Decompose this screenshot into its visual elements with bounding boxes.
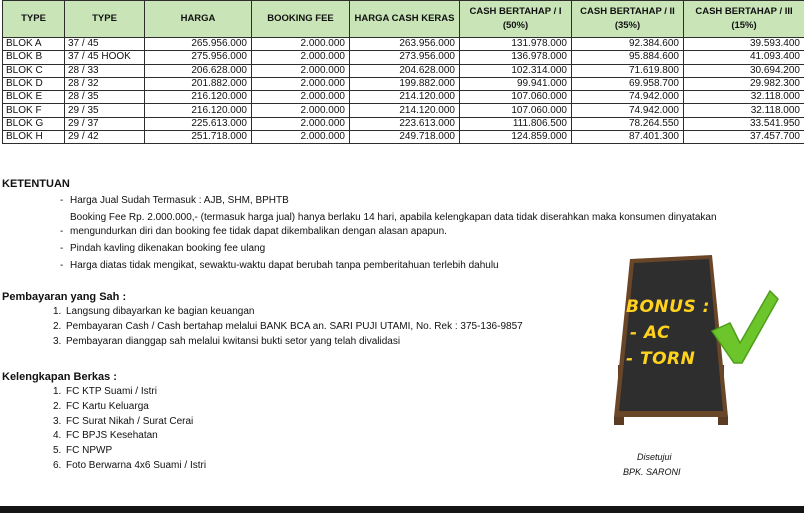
table-body <box>3 38 804 144</box>
header-cash-bertahap-1: CASH BERTAHAP / I (50%) <box>460 1 572 38</box>
ketentuan-title: KETENTUAN <box>2 178 70 190</box>
pembayaran-title: Pembayaran yang Sah : <box>2 291 127 303</box>
list-item: 2. Pembayaran Cash / Cash bertahap melalui BANK BCA an. SARI PUJI UTAMI, No. Rek : 375-136-9857 <box>53 320 523 332</box>
cell-harga-cash-keras: 223.613.000 <box>350 117 460 130</box>
cell-cash-bertahap-1: 102.314.000 <box>460 64 572 77</box>
cell-type-size: 28 / 32 <box>65 77 145 90</box>
cell-booking-fee: 2.000.000 <box>252 104 350 117</box>
cell-harga: 201.882.000 <box>145 77 252 90</box>
list-item: 1. Langsung dibayarkan ke bagian keuangan <box>53 306 255 317</box>
cell-cash-bertahap-1: 107.060.000 <box>460 91 572 104</box>
table-row <box>3 131 804 144</box>
cell-booking-fee: 2.000.000 <box>252 117 350 130</box>
cell-harga: 206.628.000 <box>145 64 252 77</box>
list-item: 2. FC Kartu Keluarga <box>53 400 149 412</box>
approver-name: BPK. SARONI <box>623 467 681 477</box>
cell-type-size: 28 / 35 <box>65 91 145 104</box>
list-item: 5. FC NPWP <box>53 445 113 457</box>
cell-cash-bertahap-2: 95.884.600 <box>572 51 684 64</box>
cell-cash-bertahap-1: 107.060.000 <box>460 104 572 117</box>
cell-cash-bertahap-1: 111.806.500 <box>460 117 572 130</box>
price-table <box>2 0 804 144</box>
cell-cash-bertahap-2: 87.401.300 <box>572 131 684 144</box>
header-harga-cash-keras: HARGA CASH KERAS <box>350 1 460 38</box>
cell-cash-bertahap-1: 124.859.000 <box>460 131 572 144</box>
cell-harga-cash-keras: 263.956.000 <box>350 38 460 51</box>
header-cash-bertahap-2: CASH BERTAHAP / II (35%) <box>572 1 684 38</box>
cell-cash-bertahap-1: 131.978.000 <box>460 38 572 51</box>
cell-harga: 216.120.000 <box>145 104 252 117</box>
table-header-row <box>3 1 804 38</box>
pembayaran-list <box>53 306 598 350</box>
cell-harga: 275.956.000 <box>145 51 252 64</box>
header-cash-bertahap-3: CASH BERTAHAP / III (15%) <box>684 1 804 38</box>
list-item: 6. Foto Berwarna 4x6 Suami / Istri <box>53 459 207 471</box>
cell-type-size: 29 / 35 <box>65 104 145 117</box>
cell-cash-bertahap-2: 92.384.600 <box>572 38 684 51</box>
cell-type-size: 37 / 45 HOOK <box>65 51 145 64</box>
cell-type: BLOK F <box>3 104 65 117</box>
cell-cash-bertahap-2: 74.942.000 <box>572 91 684 104</box>
table-row <box>3 91 804 104</box>
table-row <box>3 104 804 117</box>
table-row <box>3 38 804 51</box>
cell-cash-bertahap-2: 71.619.800 <box>572 64 684 77</box>
cell-cash-bertahap-3: 37.457.700 <box>684 131 804 144</box>
table-row <box>3 117 804 130</box>
bonus-item-torn: - TORN <box>626 349 696 369</box>
cell-cash-bertahap-3: 39.593.400 <box>684 38 804 51</box>
cell-type: BLOK C <box>3 64 65 77</box>
cell-harga-cash-keras: 249.718.000 <box>350 131 460 144</box>
cell-type-size: 37 / 45 <box>65 38 145 51</box>
cell-harga-cash-keras: 214.120.000 <box>350 91 460 104</box>
berkas-list <box>53 386 453 475</box>
list-item: - Harga diatas tidak mengikat, sewaktu-waktu dapat berubah tanpa pemberitahuan terlebih dahulu <box>60 260 499 271</box>
list-item: 3. FC Surat Nikah / Surat Cerai <box>53 415 194 427</box>
cell-cash-bertahap-1: 136.978.000 <box>460 51 572 64</box>
cell-harga: 251.718.000 <box>145 131 252 144</box>
cell-harga: 225.613.000 <box>145 117 252 130</box>
cell-cash-bertahap-3: 29.982.300 <box>684 77 804 90</box>
list-item: 4. FC BPJS Kesehatan <box>53 430 158 442</box>
list-item: 3. Pembayaran dianggap sah melalui kwitansi bukti setor yang telah divalidasi <box>53 335 401 347</box>
cell-cash-bertahap-3: 33.541.950 <box>684 117 804 130</box>
cell-harga-cash-keras: 204.628.000 <box>350 64 460 77</box>
header-harga: HARGA <box>145 1 252 38</box>
cell-harga: 265.956.000 <box>145 38 252 51</box>
cell-cash-bertahap-2: 69.958.700 <box>572 77 684 90</box>
header-type: TYPE <box>3 1 65 38</box>
cell-cash-bertahap-1: 99.941.000 <box>460 77 572 90</box>
cell-booking-fee: 2.000.000 <box>252 38 350 51</box>
checkmark-icon <box>708 287 780 367</box>
table-row <box>3 64 804 77</box>
cell-cash-bertahap-3: 30.694.200 <box>684 64 804 77</box>
bonus-item-ac: - AC <box>630 323 671 343</box>
cell-harga: 216.120.000 <box>145 91 252 104</box>
table-row <box>3 51 804 64</box>
cell-type-size: 29 / 42 <box>65 131 145 144</box>
cell-type: BLOK E <box>3 91 65 104</box>
bottom-border <box>0 506 804 513</box>
cell-booking-fee: 2.000.000 <box>252 51 350 64</box>
cell-cash-bertahap-2: 78.264.550 <box>572 117 684 130</box>
header-type-size: TYPE <box>65 1 145 38</box>
list-item: 1. FC KTP Suami / Istri <box>53 386 157 397</box>
list-item: - Booking Fee Rp. 2.000.000,- (termasuk harga jual) hanya berlaku 14 hari, apabila kelengkapan data tidak diserahkan maka konsumen dinyatakan mengundurkan diri dan booking fee tidak dapat dikembalikan dengan alasan apapun. <box>60 212 717 237</box>
list-item: - Harga Jual Sudah Termasuk : AJB, SHM, BPHTB <box>60 195 289 206</box>
cell-harga-cash-keras: 199.882.000 <box>350 77 460 90</box>
cell-type: BLOK B <box>3 51 65 64</box>
cell-booking-fee: 2.000.000 <box>252 91 350 104</box>
cell-cash-bertahap-3: 41.093.400 <box>684 51 804 64</box>
berkas-title: Kelengkapan Berkas : <box>2 371 117 383</box>
cell-type: BLOK D <box>3 77 65 90</box>
cell-cash-bertahap-3: 32.118.000 <box>684 104 804 117</box>
cell-harga-cash-keras: 273.956.000 <box>350 51 460 64</box>
list-item: - Pindah kavling dikenakan booking fee ulang <box>60 243 266 254</box>
cell-type: BLOK G <box>3 117 65 130</box>
bonus-board <box>600 245 760 430</box>
cell-booking-fee: 2.000.000 <box>252 77 350 90</box>
cell-booking-fee: 2.000.000 <box>252 64 350 77</box>
approval-label: Disetujui <box>637 452 672 462</box>
bonus-title: BONUS : <box>626 297 710 317</box>
cell-type: BLOK H <box>3 131 65 144</box>
cell-type-size: 29 / 37 <box>65 117 145 130</box>
cell-booking-fee: 2.000.000 <box>252 131 350 144</box>
cell-type-size: 28 / 33 <box>65 64 145 77</box>
cell-cash-bertahap-2: 74.942.000 <box>572 104 684 117</box>
cell-harga-cash-keras: 214.120.000 <box>350 104 460 117</box>
table-row <box>3 77 804 90</box>
cell-type: BLOK A <box>3 38 65 51</box>
cell-cash-bertahap-3: 32.118.000 <box>684 91 804 104</box>
header-booking-fee: BOOKING FEE <box>252 1 350 38</box>
